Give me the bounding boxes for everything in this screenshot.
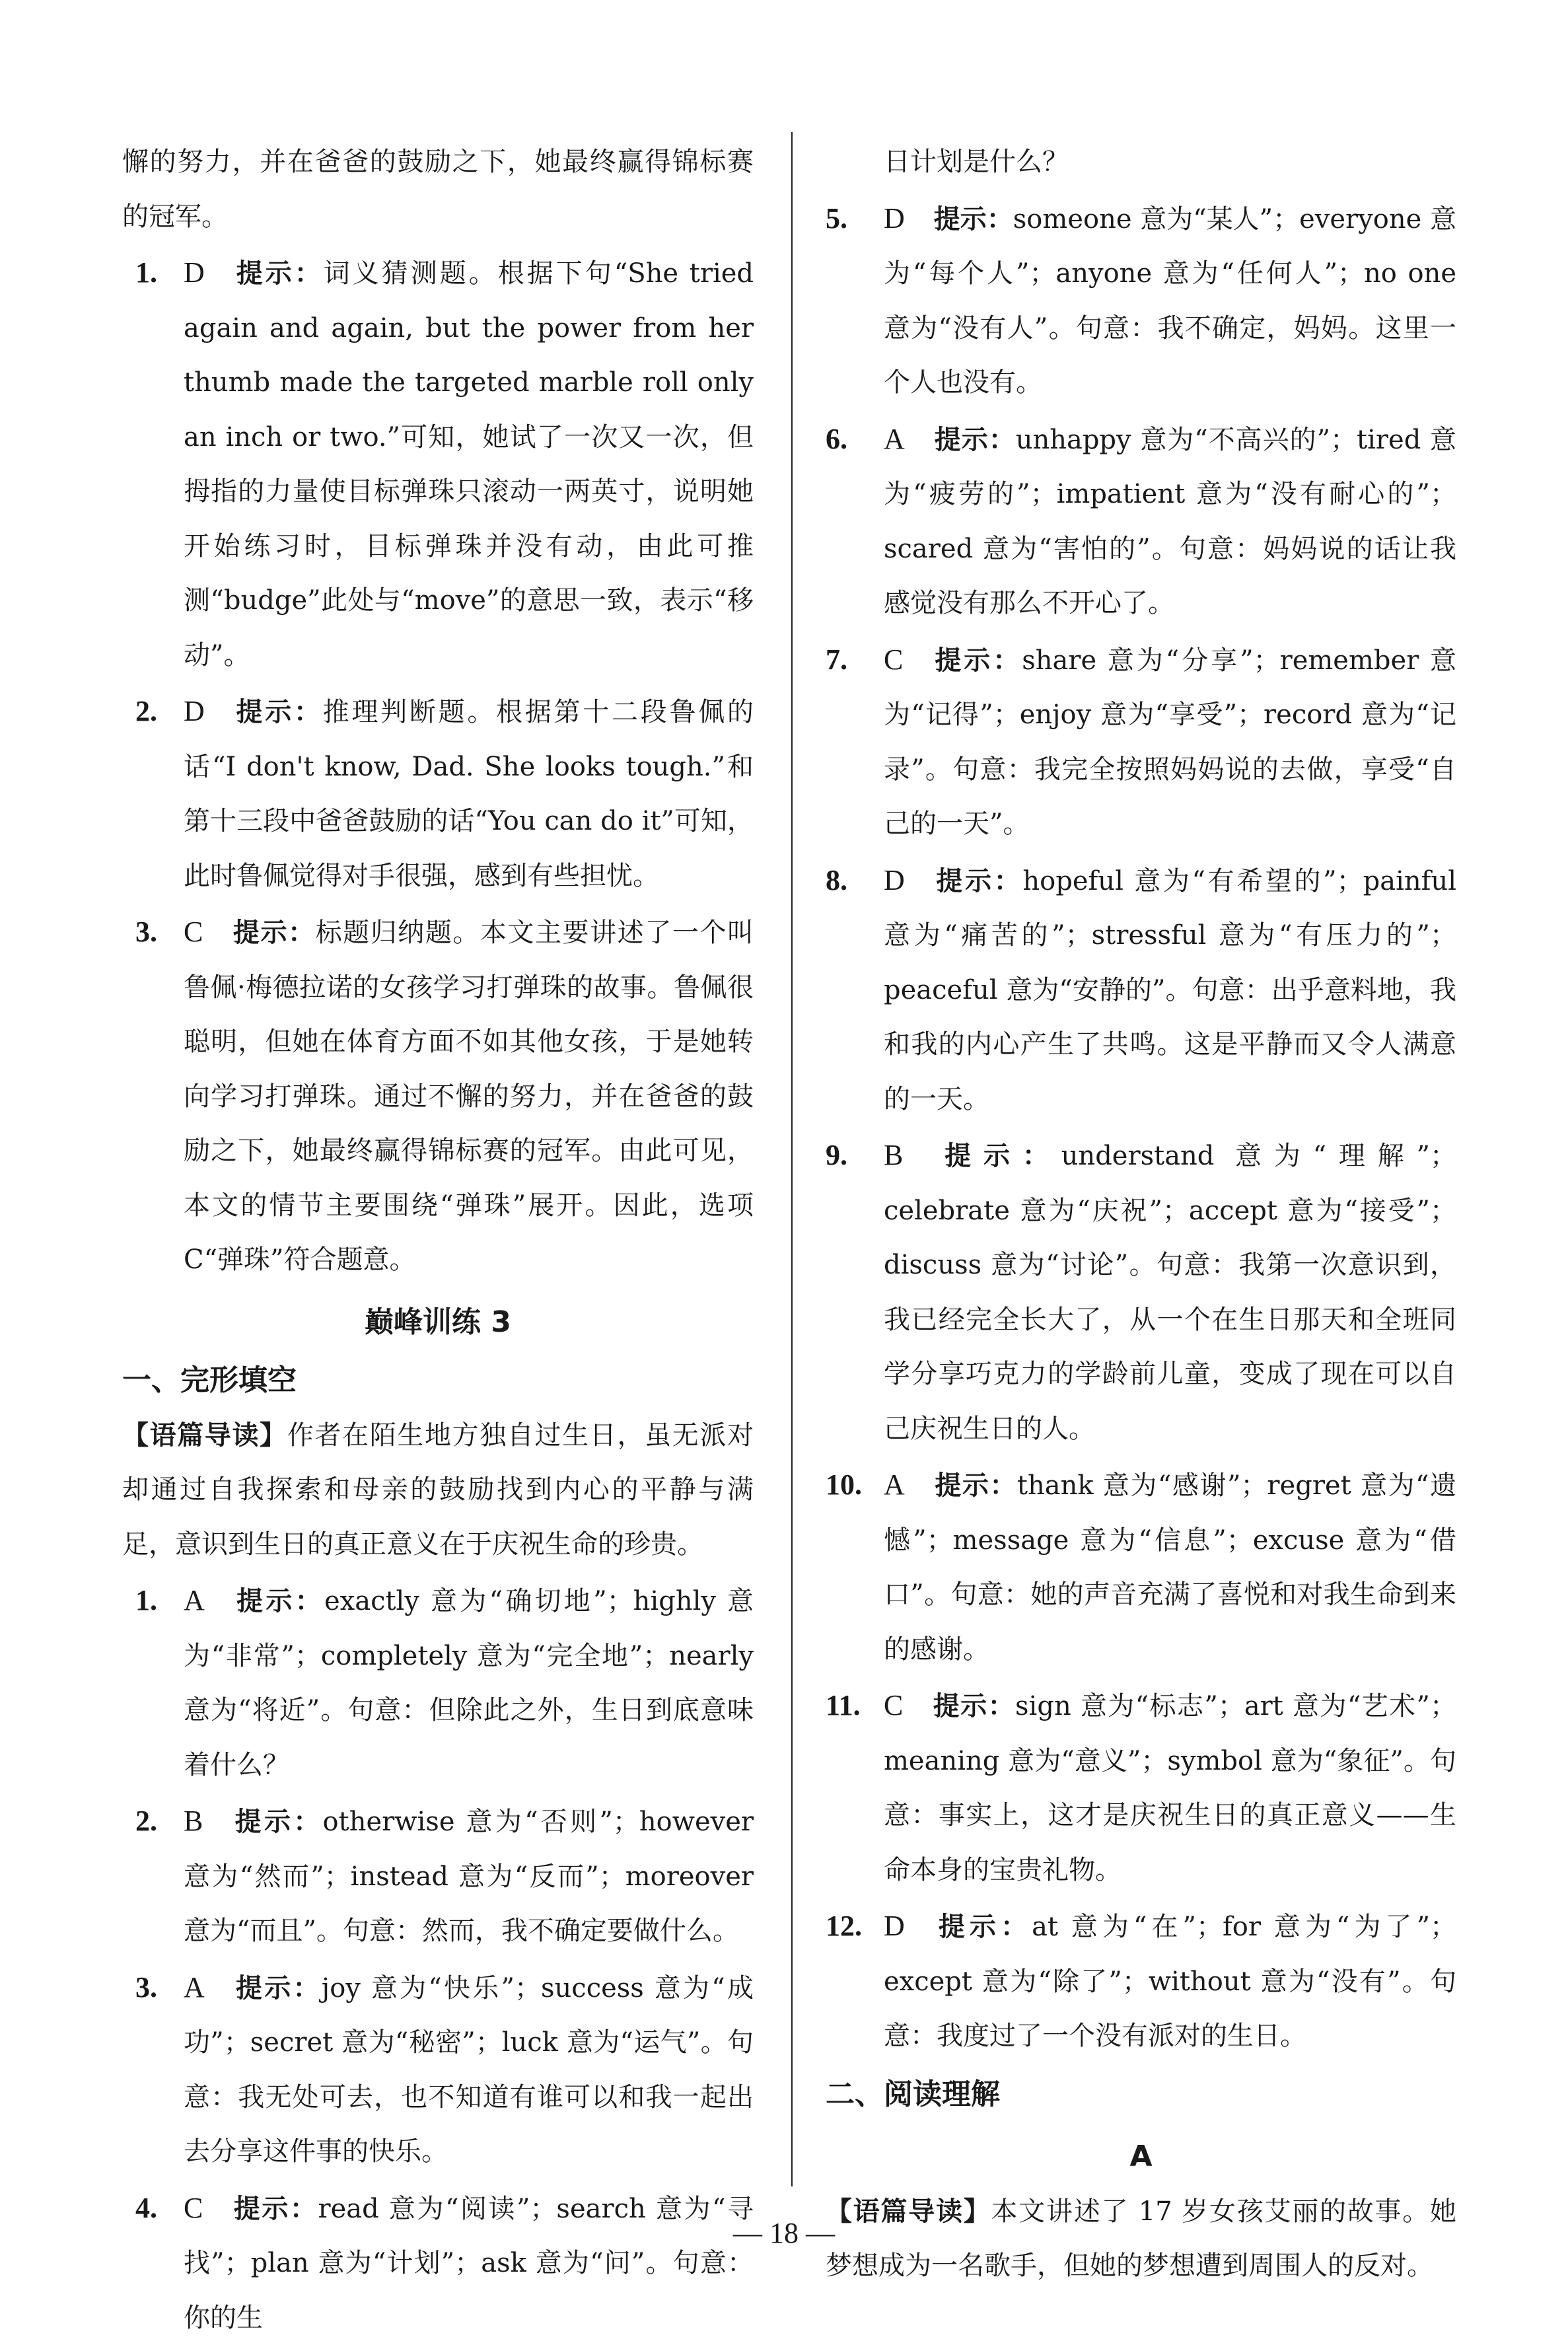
guide-text: 本文讲述了 17 岁女孩艾丽的故事。她梦想成为一名歌手，但她的梦想遭到周围人的反对。 [826,2196,1456,2282]
answer-item [122,1573,754,1792]
question-number: 12. [826,1899,862,1954]
answer-letter: C [884,1689,903,1721]
guide-text: 作者在陌生地方独自过生日，虽无派对却通过自我探索和母亲的鼓励找到内心的平静与满足，意识到生日的真正意义在于庆祝生命的珍贵。 [122,1420,754,1560]
hint-label: 提示： [234,1586,324,1616]
exercise-title: 巅峰训练 3 [122,1295,754,1350]
answer-item [122,246,754,682]
answer-letter: D [884,1910,905,1942]
continuation-text: 日计划是什么？ [826,135,1456,190]
section-heading-reading: 二、阅读理解 [826,2068,1456,2122]
question-number: 1. [135,1573,157,1628]
answer-item [826,1678,1456,1897]
question-number: 2. [135,684,157,739]
right-column [826,135,1456,2293]
question-number: 7. [826,633,847,688]
answer-letter: C [184,916,203,948]
hint-text: share 意为“分享”；remember 意为“记得”；enjoy 意为“享受”；record 意为“记录”。句意：我完全按照妈妈说的去做，享受“自己的一天”。 [884,645,1456,840]
question-number: 8. [826,853,847,908]
intro-paragraph: 懈的努力，并在爸爸的鼓励之下，她最终赢得锦标赛的冠军。 [122,135,754,244]
hint-text: hopeful 意为“有希望的”；painful 意为“痛苦的”；stressful 意为“有压力的”；peaceful 意为“安静的”。句意：出乎意料地，我和我的内心产生了共鸣。这是平静而又令人满意的一天。 [884,866,1456,1114]
hint-label: 提示： [234,1973,322,2003]
question-number: 5. [826,192,847,246]
answer-list-cloze-continued [826,192,1456,2064]
hint-text: unhappy 意为“不高兴的”；tired 意为“疲劳的”；impatient 意为“没有耐心的”；scared 意为“害怕的”。句意：妈妈说的话让我感觉没有那么不开心了。 [884,425,1456,619]
hint-label: 提示： [232,1807,322,1837]
answer-letter: A [884,1468,905,1501]
hint-label: 提示： [234,258,324,289]
question-number: 6. [826,412,847,467]
hint-label: 提示： [934,1470,1017,1501]
hint-text: sign 意为“标志”；art 意为“艺术”；meaning 意为“意义”；symbol 意为“象征”。句意：事实上，这才是庆祝生日的真正意义——生命本身的宝贵礼物。 [884,1691,1456,1885]
question-number: 10. [826,1458,862,1513]
hint-label: 提示： [934,204,1013,234]
question-number: 11. [826,1678,861,1733]
hint-text: 词义猜测题。根据下句“She tried again and again, but the power from her thumb made the targeted marble roll only an inch or two.”可知，她试了一次又一次，但拇指的力量使目标弹珠只滚动一两英寸，说明她开始练习时，目标弹珠并没有动，由此可推测“budge”此处与“move”的意思一致，表示“移动”。 [184,258,754,670]
hint-text: at 意为“在”；for 意为“为了”；except 意为“除了”；without 意为“没有”。句意：我度过了一个没有派对的生日。 [884,1912,1456,2051]
answer-item [826,412,1456,631]
answer-letter: C [184,2192,203,2224]
hint-label: 提示： [932,1691,1015,1721]
hint-text: joy 意为“快乐”；success 意为“成功”；secret 意为“秘密”；luck 意为“运气”。句意：我无处可去，也不知道有谁可以和我一起出去分享这件事的快乐。 [184,1973,754,2167]
hint-text: 标题归纳题。本文主要讲述了一个叫鲁佩·梅德拉诺的女孩学习打弹珠的故事。鲁佩很聪明，但她在体育方面不如其他女孩，于是她转向学习打弹珠。通过不懈的努力，并在爸爸的鼓励之下，她最终赢得锦标赛的冠军。由此可见，本文的情节主要围绕“弹珠”展开。因此，选项C“弹珠”符合题意。 [184,918,754,1275]
hint-label: 提示： [934,866,1023,896]
answer-item [122,684,754,903]
answer-letter: C [884,643,903,676]
column-divider [791,132,793,2186]
question-number: 4. [135,2181,157,2236]
answer-letter: D [184,256,205,289]
answer-letter: A [884,423,905,455]
passage-label: A [826,2130,1456,2184]
guide-label: 【语篇导读】 [122,1420,287,1451]
section-heading-cloze: 一、完形填空 [122,1353,754,1408]
hint-text: exactly 意为“确切地”；highly 意为“非常”；completely 意为“完全地”；nearly 意为“将近”。句意：但除此之外，生日到底意味着什么？ [184,1586,754,1780]
answer-item [122,1961,754,2179]
hint-text: otherwise 意为“否则”；however 意为“然而”；instead 意为“反而”；moreover 意为“而且”。句意：然而，我不确定要做什么。 [184,1807,754,1946]
question-number: 9. [826,1128,847,1183]
answer-item [122,1794,754,1959]
answer-item [826,853,1456,1127]
answer-item [122,905,754,1287]
hint-text: thank 意为“感谢”；regret 意为“遗憾”；message 意为“信息”；excuse 意为“借口”。句意：她的声音充满了喜悦和对我生命到来的感谢。 [884,1470,1456,1665]
question-number: 1. [135,246,157,301]
hint-text: someone 意为“某人”；everyone 意为“每个人”；anyone 意为“任何人”；no one 意为“没有人”。句意：我不确定，妈妈。这里一个人也没有。 [884,204,1456,398]
answer-letter: D [884,864,905,896]
answer-letter: A [184,1971,205,2003]
hint-label: 提示： [932,645,1022,676]
answer-list-reading [122,246,754,1287]
hint-label: 提示： [232,2194,318,2224]
question-number: 3. [135,905,157,960]
page-number: — 18 — [0,2216,1568,2250]
answer-letter: A [184,1584,205,1616]
hint-text: read 意为“阅读”；search 意为“寻找”；plan 意为“计划”；ask 意为“问”。句意：你的生 [184,2194,754,2333]
answer-item [826,1899,1456,2064]
answer-letter: D [884,202,905,234]
hint-label: 提示： [232,918,315,948]
hint-label: 提示： [934,425,1016,455]
question-number: 2. [135,1794,157,1849]
answer-item [826,633,1456,851]
answer-item [826,192,1456,410]
hint-label: 提示： [932,1141,1061,1171]
answer-item [826,1128,1456,1456]
answer-letter: B [184,1805,203,1837]
hint-text: 推理判断题。根据第十二段鲁佩的话“I don't know, Dad. She looks tough.”和第十三段中爸爸鼓励的话“You can do it”可知，此时鲁佩觉得对手很强，感到有些担忧。 [184,697,754,891]
question-number: 3. [135,1961,157,2015]
hint-text: understand 意为“理解”；celebrate 意为“庆祝”；accept 意为“接受”；discuss 意为“讨论”。句意：我第一次意识到，我已经完全长大了，从一个在生日那天和全班同学分享巧克力的学龄前儿童，变成了现在可以自己庆祝生日的人。 [884,1141,1456,1444]
answer-letter: B [884,1139,903,1171]
answer-item [122,2181,754,2345]
hint-label: 提示： [934,1912,1032,1942]
left-column [122,135,754,2345]
guide-paragraph [122,1408,754,1572]
guide-label: 【语篇导读】 [826,2196,991,2227]
hint-label: 提示： [234,697,323,727]
answer-item [826,1458,1456,1677]
answer-letter: D [184,695,205,727]
